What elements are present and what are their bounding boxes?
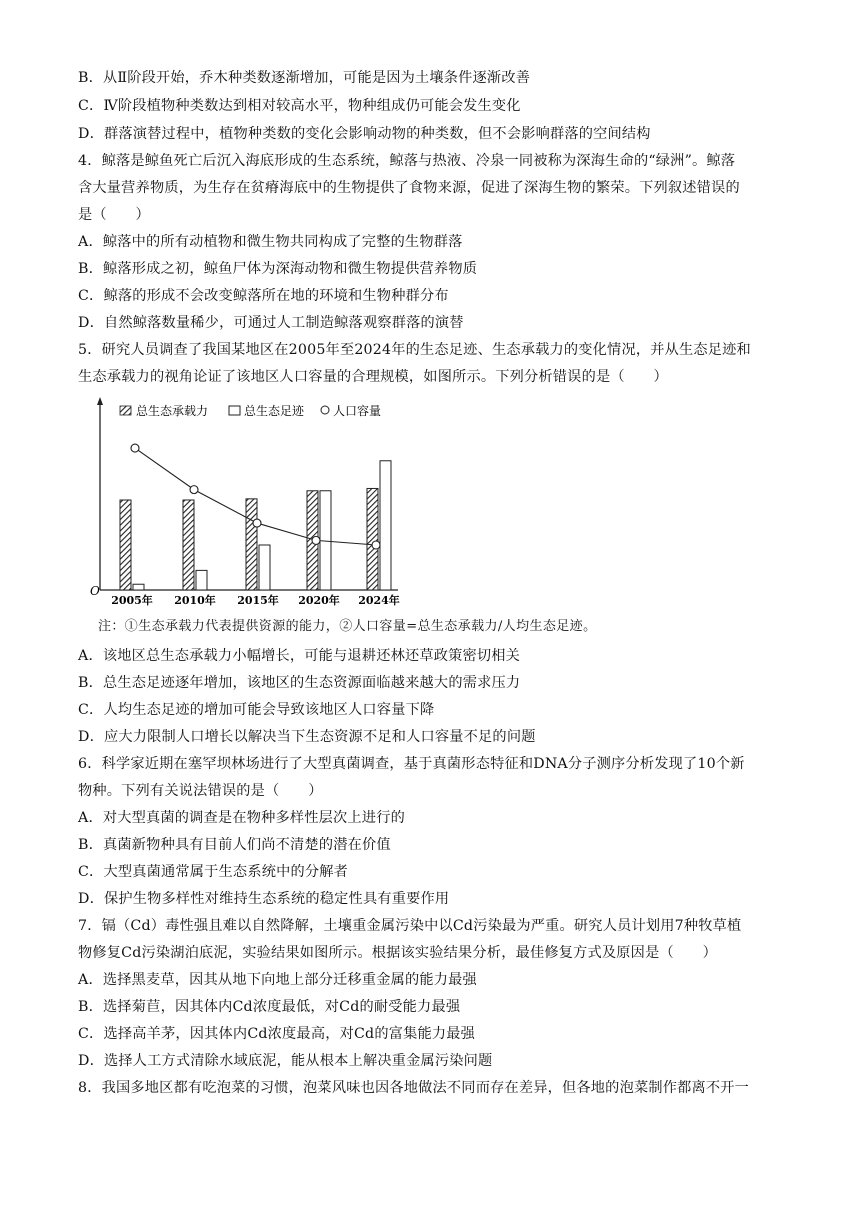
x-tick-label: 2015年 [237,594,279,607]
point-population-capacity [190,486,198,494]
x-tick-label: 2005年 [111,594,153,607]
option-d: D．选择人工方式清除水域底泥，能从根本上解决重金属污染问题 [78,1053,493,1069]
bar-total-capacity [183,500,194,590]
text-line: 物种。下列有关说法错误的是（ ） [78,783,323,799]
question-6-stem: 6．科学家近期在塞罕坝林场进行了大型真菌调查，基于真菌形态特征和DNA分子测序分析发现了10个新 [78,756,745,772]
y-axis-arrow [97,397,103,405]
point-population-capacity [131,444,139,452]
option-c: C．大型真菌通常属于生态系统中的分解者 [78,864,349,880]
legend-swatch-hatched [120,406,131,415]
legend-label: 总生态承载力 [136,404,209,418]
option-a: A．选择黑麦草，因其从地下向地上部分迁移重金属的能力最强 [78,972,477,988]
text-line: D．群落演替过程中，植物种类数的变化会影响动物的种类数，但不会影响群落的空间结构 [78,126,651,142]
x-tick-label: 2010年 [174,594,216,607]
text-line: C．Ⅳ阶段植物种类数达到相对较高水平，物种组成仍可能会发生变化 [78,98,521,114]
bar-total-footprint [259,545,270,590]
bar-total-footprint [196,570,207,590]
text-line: 物修复Cd污染湖泊底泥，实验结果如图所示。根据该实验结果分析，最佳修复方式及原因是（ ） [78,945,718,961]
ecology-chart [80,395,400,610]
option-d: D．保护生物多样性对维持生态系统的稳定性具有重要作用 [78,891,450,907]
option-a: A．鲸落中的所有动植物和微生物共同构成了完整的生物群落 [78,234,463,250]
option-c: C．选择高羊茅，因其体内Cd浓度最高，对Cd的富集能力最强 [78,1026,476,1042]
question-5-stem: 5．研究人员调查了我国某地区在2005年至2024年的生态足迹、生态承载力的变化情况，并从生态足迹和 [78,342,751,358]
point-population-capacity [372,541,380,549]
option-c: C．鲸落的形成不会改变鲸落所在地的环境和生物种群分布 [78,288,449,304]
origin-label: O [90,584,100,598]
legend-marker-circle [321,406,329,414]
option-b: B．选择菊苣，因其体内Cd浓度最低，对Cd的耐受能力最强 [78,999,461,1015]
x-tick-label: 2024年 [358,594,400,607]
point-population-capacity [253,519,261,527]
question-7-stem: 7．镉（Cd）毒性强且难以自然降解，土壤重金属污染中以Cd污染最为严重。研究人员计划用7种牧草植 [78,918,742,934]
chart-note: 注：①生态承载力代表提供资源的能力，②人口容量=总生态承载力/人均生态足迹。 [98,619,597,634]
bar-total-capacity [120,500,131,590]
option-b: B．总生态足迹逐年增加，该地区的生态资源面临越来越大的需求压力 [78,675,521,691]
point-population-capacity [312,536,320,544]
question-8-stem: 8．我国多地区都有吃泡菜的习惯，泡菜风味也因各地做法不同而存在差异，但各地的泡菜制作都离不开一 [78,1080,750,1096]
text-line: B．从Ⅱ阶段开始，乔木种类数逐渐增加，可能是因为土壤条件逐渐改善 [78,70,531,86]
x-tick-label: 2020年 [298,594,340,607]
option-d: D．自然鲸落数量稀少，可通过人工制造鲸落观察群落的演替 [78,315,464,331]
option-a: A．对大型真菌的调查是在物种多样性层次上进行的 [78,810,405,826]
legend-swatch-empty [229,406,240,415]
text-line: 是（ ） [78,207,150,223]
chart-legend [120,403,381,418]
text-line: 含大量营养物质，为生存在贫瘠海底中的生物提供了食物来源，促进了深海生物的繁荣。下列叙述错误的 [78,180,740,196]
option-c: C．人均生态足迹的增加可能会导致该地区人口容量下降 [78,702,435,718]
option-a: A．该地区总生态承载力小幅增长，可能与退耕还林还草政策密切相关 [78,648,521,664]
legend-label: 人口容量 [333,404,382,418]
option-b: B．真菌新物种具有目前人们尚不清楚的潜在价值 [78,837,391,853]
bar-total-footprint [133,584,144,590]
option-b: B．鲸落形成之初，鲸鱼尸体为深海动物和微生物提供营养物质 [78,261,478,277]
bar-total-capacity [367,488,378,590]
question-4-stem: 4．鲸落是鲸鱼死亡后沉入海底形成的生态系统，鲸落与热液、冷泉一同被称为深海生命的“绿洲”。鲸落 [78,153,736,169]
legend-label: 总生态足迹 [244,404,305,418]
option-d: D．应大力限制人口增长以解决当下生态资源不足和人口容量不足的问题 [78,729,536,745]
bar-total-footprint [380,461,391,590]
text-line: 生态承载力的视角论证了该地区人口容量的合理规模，如图所示。下列分析错误的是（ ） [78,369,668,385]
bar-total-capacity [246,499,257,590]
